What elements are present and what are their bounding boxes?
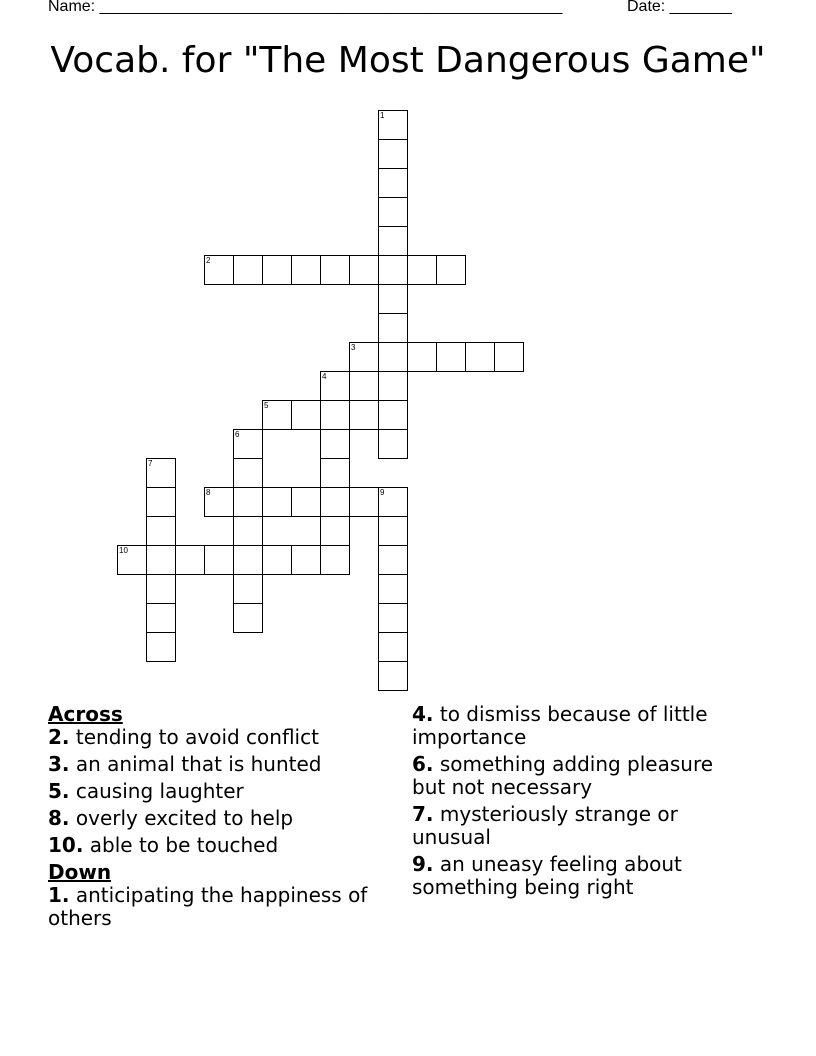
name-field[interactable]: Name: ____________________________________________________ <box>48 0 563 15</box>
grid-cell[interactable] <box>378 400 408 430</box>
grid-cell[interactable] <box>320 545 350 575</box>
grid-cell[interactable] <box>378 197 408 227</box>
grid-cell[interactable] <box>378 516 408 546</box>
grid-cell[interactable] <box>378 168 408 198</box>
clue-number: 9. <box>412 852 434 876</box>
clue-text: causing laughter <box>75 779 244 803</box>
across-heading: Across <box>48 702 123 726</box>
grid-cell[interactable] <box>378 632 408 662</box>
down-clue <box>48 884 378 930</box>
grid-cell[interactable] <box>320 516 350 546</box>
grid-cell[interactable] <box>378 487 408 517</box>
grid-cell[interactable] <box>349 487 379 517</box>
grid-cell[interactable] <box>233 603 263 633</box>
grid-cell[interactable] <box>320 458 350 488</box>
cell-number: 10 <box>119 546 128 555</box>
grid-cell[interactable] <box>378 110 408 140</box>
grid-cell[interactable] <box>378 429 408 459</box>
clue-text: overly excited to help <box>75 806 294 830</box>
cell-number: 6 <box>235 430 240 439</box>
grid-cell[interactable] <box>407 255 437 285</box>
grid-cell[interactable] <box>320 429 350 459</box>
grid-cell[interactable] <box>291 255 321 285</box>
grid-cell[interactable] <box>378 661 408 691</box>
clue-number: 2. <box>48 725 70 749</box>
grid-cell[interactable] <box>378 371 408 401</box>
cell-number: 7 <box>148 459 153 468</box>
grid-cell[interactable] <box>378 603 408 633</box>
clue-number: 3. <box>48 752 70 776</box>
clue-text: an animal that is hunted <box>75 752 322 776</box>
grid-cell[interactable] <box>262 400 292 430</box>
clue-text: an uneasy feeling about something being right <box>412 852 682 899</box>
clue-number: 6. <box>412 752 434 776</box>
clue-text: something adding pleasure but not necessary <box>412 752 714 799</box>
grid-cell[interactable] <box>291 487 321 517</box>
grid-cell[interactable] <box>465 342 495 372</box>
cell-number: 1 <box>380 111 385 120</box>
clue-number: 5. <box>48 779 70 803</box>
grid-cell[interactable] <box>146 574 176 604</box>
grid-cell[interactable] <box>233 516 263 546</box>
grid-cell[interactable] <box>349 342 379 372</box>
grid-cell[interactable] <box>204 487 234 517</box>
across-clue <box>48 834 378 857</box>
grid-cell[interactable] <box>320 371 350 401</box>
down-heading: Down <box>48 860 112 884</box>
grid-cell[interactable] <box>146 545 176 575</box>
grid-cell[interactable] <box>291 400 321 430</box>
grid-cell[interactable] <box>378 545 408 575</box>
clue-column-left <box>48 703 378 934</box>
clue-number: 4. <box>412 702 434 726</box>
grid-cell[interactable] <box>378 226 408 256</box>
grid-cell[interactable] <box>262 487 292 517</box>
grid-cell[interactable] <box>175 545 205 575</box>
grid-cell[interactable] <box>378 574 408 604</box>
grid-cell[interactable] <box>378 342 408 372</box>
grid-cell[interactable] <box>117 545 147 575</box>
grid-cell[interactable] <box>378 139 408 169</box>
clue-number: 8. <box>48 806 70 830</box>
down-clue <box>412 703 742 749</box>
grid-cell[interactable] <box>436 342 466 372</box>
grid-cell[interactable] <box>320 487 350 517</box>
grid-cell[interactable] <box>233 255 263 285</box>
down-clue <box>412 803 742 849</box>
grid-cell[interactable] <box>233 429 263 459</box>
clue-number: 1. <box>48 883 70 907</box>
across-clue <box>48 753 378 776</box>
grid-cell[interactable] <box>407 342 437 372</box>
grid-cell[interactable] <box>320 400 350 430</box>
down-clue <box>412 853 742 899</box>
grid-cell[interactable] <box>291 545 321 575</box>
cell-number: 4 <box>322 372 327 381</box>
grid-cell[interactable] <box>378 284 408 314</box>
clue-text: to dismiss because of little importance <box>412 702 708 749</box>
grid-cell[interactable] <box>146 632 176 662</box>
grid-cell[interactable] <box>378 313 408 343</box>
grid-cell[interactable] <box>349 400 379 430</box>
grid-cell[interactable] <box>146 516 176 546</box>
grid-cell[interactable] <box>146 487 176 517</box>
clue-text: anticipating the happiness of others <box>48 883 368 930</box>
grid-cell[interactable] <box>262 545 292 575</box>
across-clue <box>48 780 378 803</box>
clue-text: mysteriously strange or unusual <box>412 802 678 849</box>
page-title: Vocab. for "The Most Dangerous Game" <box>50 40 766 81</box>
clue-column-right <box>412 703 742 903</box>
grid-cell[interactable] <box>436 255 466 285</box>
grid-cell[interactable] <box>378 255 408 285</box>
grid-cell[interactable] <box>146 603 176 633</box>
clue-number: 7. <box>412 802 434 826</box>
clue-text: able to be touched <box>89 833 279 857</box>
date-field[interactable]: Date: _______ <box>627 0 732 15</box>
down-clue <box>412 753 742 799</box>
grid-cell[interactable] <box>320 255 350 285</box>
grid-cell[interactable] <box>233 574 263 604</box>
cell-number: 3 <box>351 343 356 352</box>
clue-number: 10. <box>48 833 84 857</box>
grid-cell[interactable] <box>262 255 292 285</box>
clue-text: tending to avoid conflict <box>75 725 319 749</box>
grid-cell[interactable] <box>349 255 379 285</box>
across-clue <box>48 807 378 830</box>
across-clue <box>48 726 378 749</box>
cell-number: 5 <box>264 401 269 410</box>
grid-cell[interactable] <box>233 487 263 517</box>
grid-cell[interactable] <box>146 458 176 488</box>
cell-number: 9 <box>380 488 385 497</box>
cell-number: 8 <box>206 488 211 497</box>
cell-number: 2 <box>206 256 211 265</box>
grid-cell[interactable] <box>233 458 263 488</box>
grid-cell[interactable] <box>494 342 524 372</box>
grid-cell[interactable] <box>204 545 234 575</box>
grid-cell[interactable] <box>233 545 263 575</box>
grid-cell[interactable] <box>204 255 234 285</box>
